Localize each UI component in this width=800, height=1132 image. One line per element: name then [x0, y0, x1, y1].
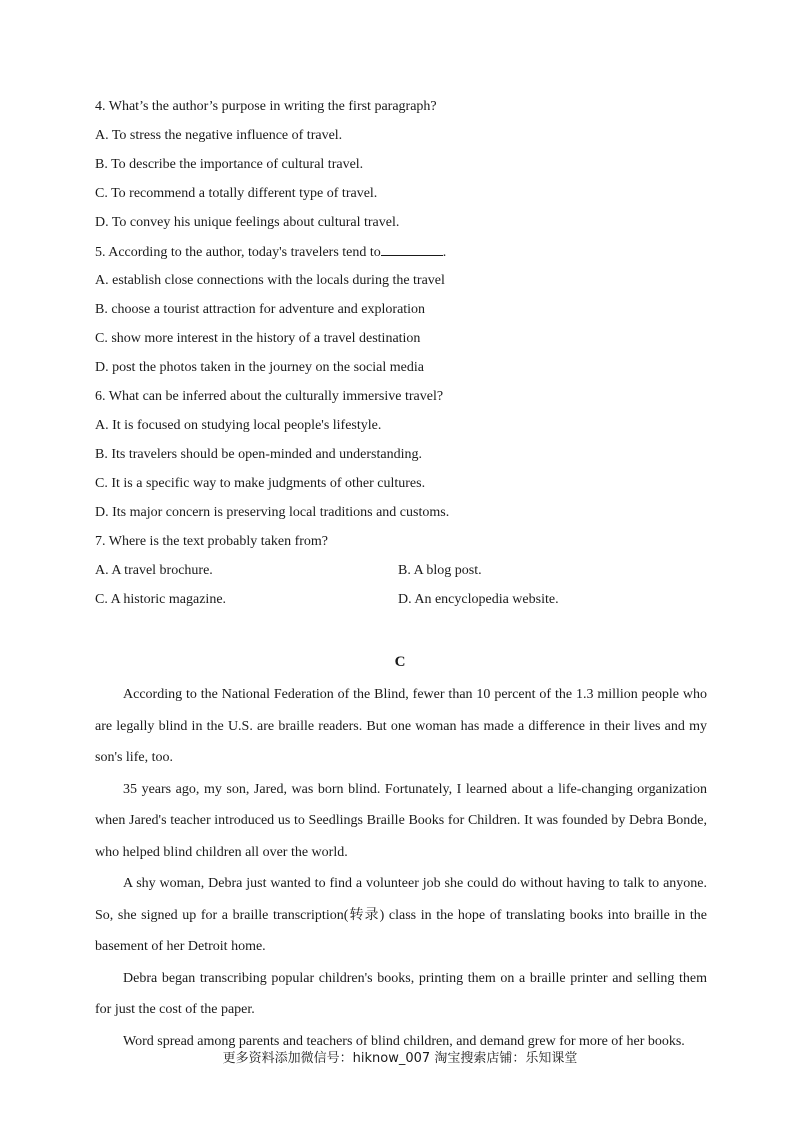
question-stem-end: .	[442, 245, 447, 260]
answer-option: B. Its travelers should be open-minded and understanding.	[95, 447, 422, 462]
passage-paragraph: 35 years ago, my son, Jared, was born blind. Fortunately, I learned about a life-changing organization when Jared's teacher introduced us to Seedlings Braille Books for Children. It was founded by Debra Bonde, who helped blind children all over the world.	[95, 781, 707, 860]
reading-passage	[95, 679, 707, 1057]
passage-paragraph: Word spread among parents and teachers of blind children, and demand grew for more of her books.	[123, 1033, 685, 1049]
question-stem-text: 5. According to the author, today's travelers tend to	[95, 245, 381, 260]
answer-option-row	[95, 589, 715, 618]
answer-option: A. establish close connections with the locals during the travel	[95, 273, 445, 288]
answer-option: C. show more interest in the history of a travel destination	[95, 331, 421, 346]
answer-option: B. To describe the importance of cultural travel.	[95, 157, 364, 172]
section-heading: C	[394, 654, 406, 670]
answer-option: B. A blog post.	[398, 563, 482, 578]
passage-paragraph: A shy woman, Debra just wanted to find a volunteer job she could do without having to talk to anyone. So, she signed up for a braille transcription(转录) class in the hope of translating books into braille in the basement of her Detroit home.	[95, 876, 707, 954]
question-stem	[95, 241, 715, 270]
question-stem: 7. Where is the text probably taken from?	[95, 534, 328, 549]
answer-option: C. A historic magazine.	[95, 592, 227, 607]
answer-option: A. It is focused on studying local people's lifestyle.	[95, 418, 382, 433]
passage-paragraph: According to the National Federation of the Blind, fewer than 10 percent of the 1.3 million people who are legally blind in the U.S. are braille readers. But one woman has made a difference in their lives and my son's life, too.	[95, 687, 707, 765]
answer-option: C. To recommend a totally different type of travel.	[95, 186, 378, 201]
question-list	[95, 96, 715, 618]
passage-paragraph: Debra began transcribing popular children's books, printing them on a braille printer and selling them for just the cost of the paper.	[95, 970, 707, 1017]
answer-option: C. It is a specific way to make judgments of other cultures.	[95, 476, 426, 491]
page-footer: 更多资料添加微信号：hiknow_007 淘宝搜索店铺：乐知课堂	[222, 1051, 578, 1066]
answer-option: B. choose a tourist attraction for adventure and exploration	[95, 302, 426, 317]
answer-option: D. An encyclopedia website.	[398, 592, 559, 607]
answer-option-row	[95, 560, 715, 589]
answer-option: D. post the photos taken in the journey on the social media	[95, 360, 424, 375]
answer-blank	[381, 241, 443, 256]
question-stem: 6. What can be inferred about the culturally immersive travel?	[95, 389, 444, 404]
question-stem: 4. What’s the author’s purpose in writing the first paragraph?	[95, 99, 437, 114]
answer-option: D. Its major concern is preserving local traditions and customs.	[95, 505, 450, 520]
answer-option: D. To convey his unique feelings about cultural travel.	[95, 215, 400, 230]
answer-option: A. To stress the negative influence of travel.	[95, 128, 343, 143]
answer-option: A. A travel brochure.	[95, 563, 213, 578]
